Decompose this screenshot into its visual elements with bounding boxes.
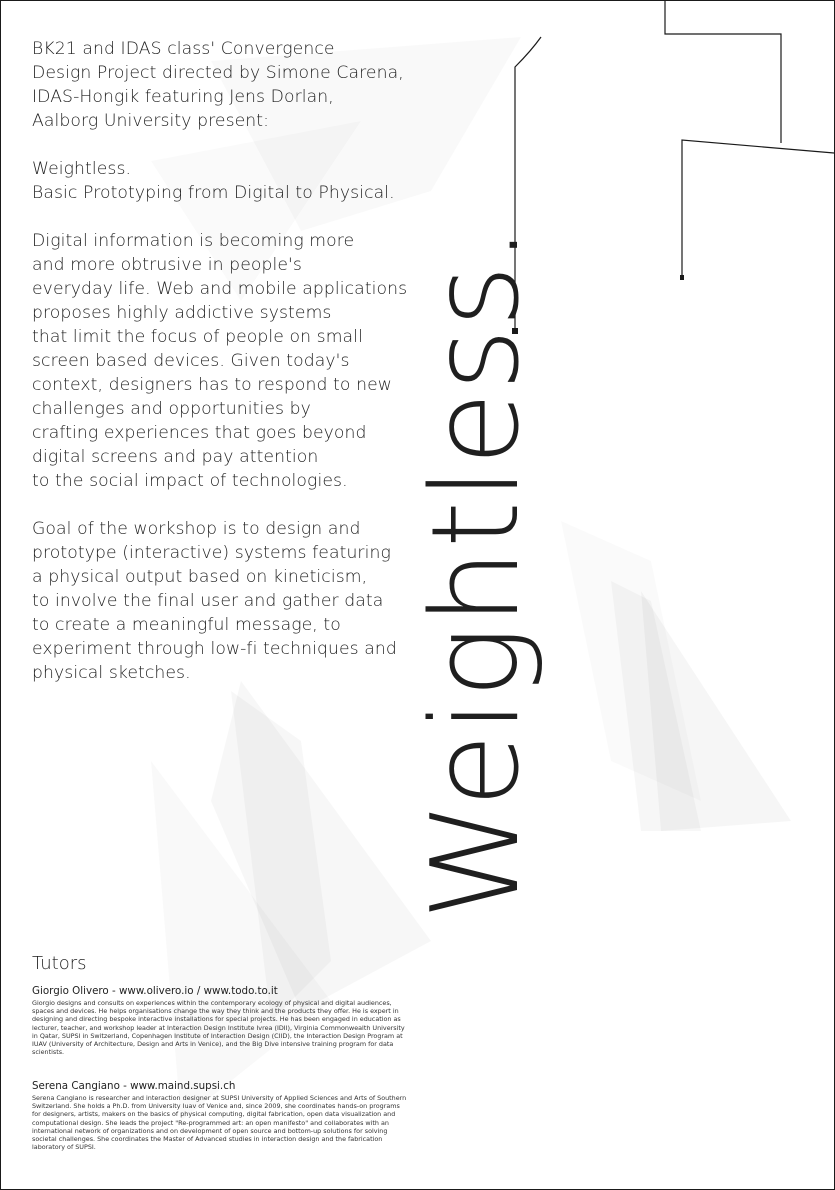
intro-credits: BK21 and IDAS class' Convergence Design Project directed by Simone Carena, IDAS-Hongik featuring Jens Dorlan, Aalborg University present: — [32, 39, 404, 131]
tutor-entry-olivero — [32, 985, 407, 1056]
intro-context: Digital information is becoming more and more obtrusive in people's everyday life. Web and mobile applications proposes highly addictive systems that limit the focus of people on small screen based devices. Given today's context, designers has to respond to new challenges and opportunities by crafting experiences that goes beyond digital screens and pay attention to the social impact of technologies. — [32, 231, 408, 491]
vertical-title: Weightless. — [407, 224, 546, 920]
tutor-entry-cangiano — [32, 1080, 407, 1151]
tutor-bio: Giorgio designs and consults on experiences within the contemporary ecology of physical and digital audiences, spaces and devices. He helps organisations change the way they think and the products they offer. He is expert in designing and directing bespoke interactive installations for special projects. He has been engaged in education as lecturer, teacher, and workshop leader at Interaction Design Institute Ivrea (IDII), Virginia Commonwealth University in Qatar, SUPSI in Switzerland, Copenhagen Institute of Interaction Design (CIID), the Interaction Design Program at IUAV (University of Architecture, Design and Arts in Venice), and the Big Dive intensive training program for data scientists. — [32, 999, 405, 1057]
tutor-bio: Serena Cangiano is researcher and interaction designer at SUPSI University of Applied Sciences and Arts of Southern Switzerland. She holds a Ph.D. from University Iuav of Venice and, since 2009, she coordinates hands-on programs for designers, artists, makers on the basics of physical computing, digital fabrication, open data visualization and computational design. She leads the project "Re-programmed art: an open manifesto" and collaborates with an international network of organizations and on development of open source and bottom-up solutions for solving societal challenges. She coordinates the Master of Advanced studies in interaction design and the fabrication laboratory of SUPSI. — [32, 1094, 407, 1152]
tutor-name: Giorgio Olivero - www.olivero.io / www.todo.to.it — [32, 985, 278, 997]
intro-subtitle: Weightless. Basic Prototyping from Digital to Physical. — [32, 159, 395, 203]
tutor-name: Serena Cangiano - www.maind.supsi.ch — [32, 1080, 236, 1092]
tutors-heading: Tutors — [32, 953, 87, 974]
intro-goal: Goal of the workshop is to design and prototype (interactive) systems featuring a physical output based on kineticism, to involve the final user and gather data to create a meaningful message, to experiment through low-fi techniques and physical sketches. — [32, 519, 397, 683]
intro-text — [32, 37, 432, 709]
